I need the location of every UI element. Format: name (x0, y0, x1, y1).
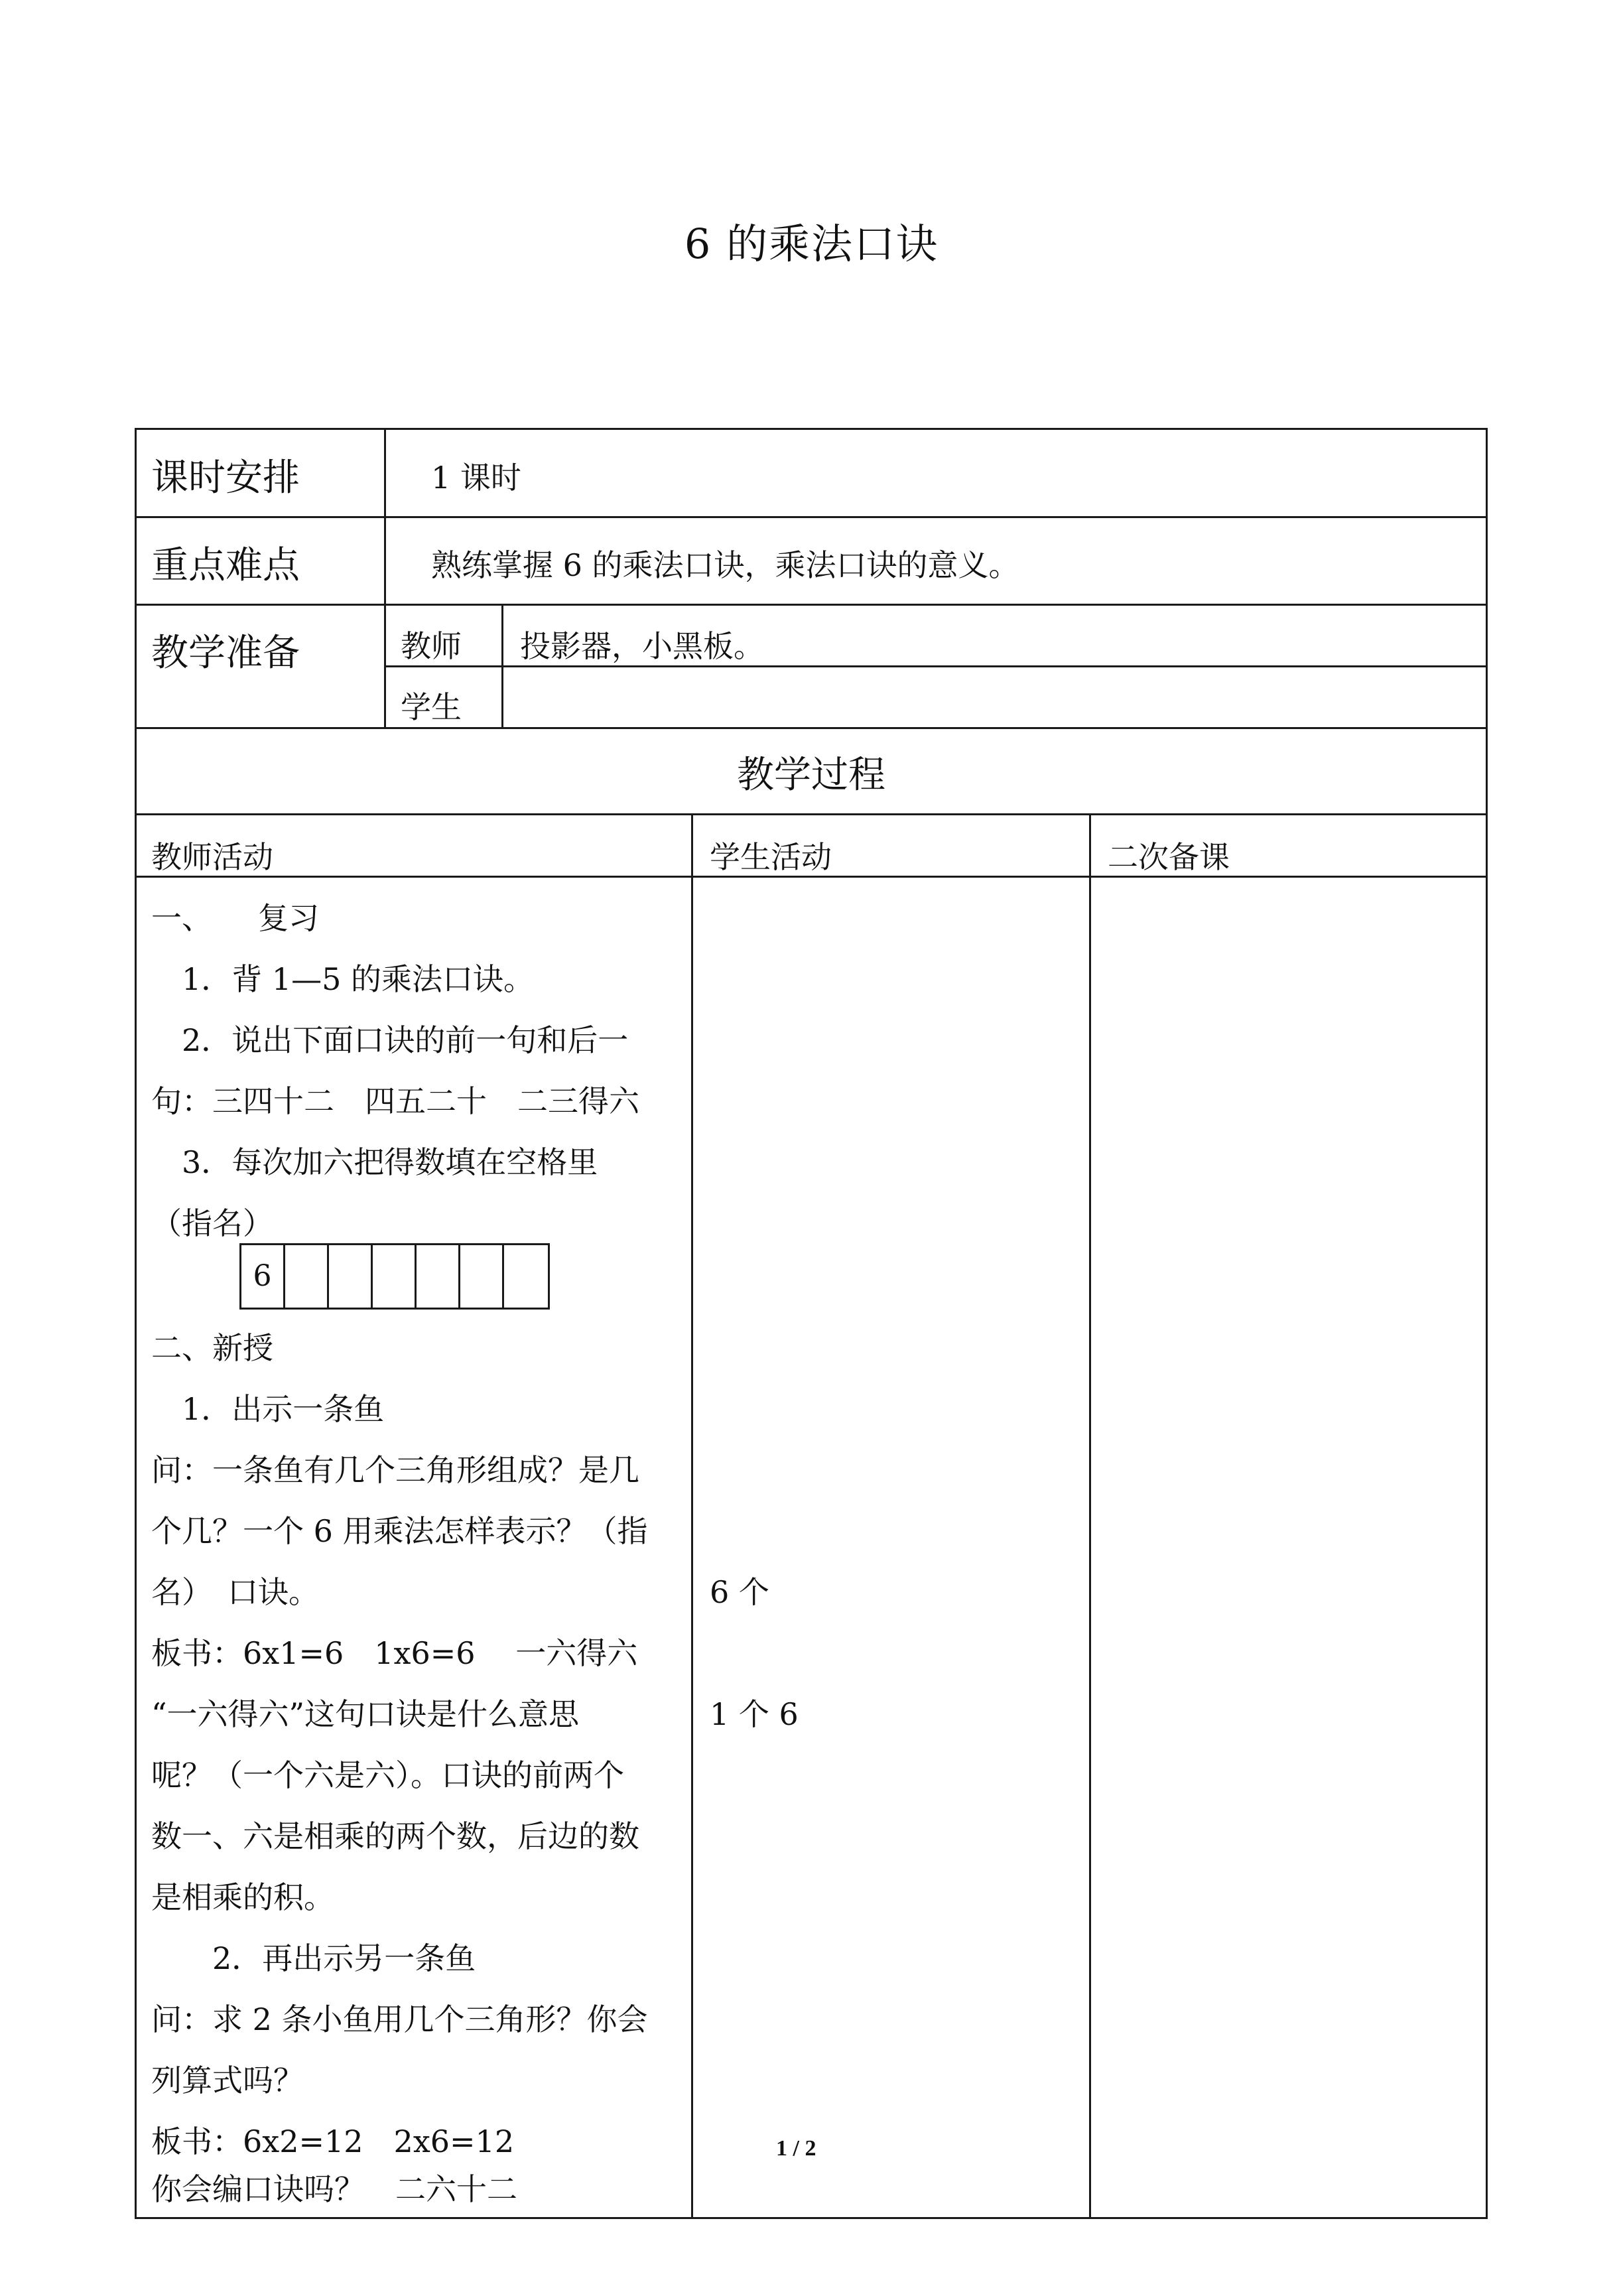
row-divider (137, 727, 1486, 729)
page-title: 6 的乘法口诀 (684, 220, 939, 268)
teacher-line: 问：一条鱼有几个三角形组成？是几 (151, 1452, 639, 1488)
grid-cell: 6 (241, 1245, 285, 1308)
schedule-value: 1 课时 (431, 460, 521, 496)
schedule-label: 课时安排 (151, 456, 300, 500)
key-points-label: 重点难点 (151, 544, 300, 587)
grid-cell (460, 1245, 504, 1308)
grid-cell (504, 1245, 548, 1308)
column-header-student: 学生活动 (710, 839, 832, 875)
teacher-line: 名） 口诀。 (151, 1574, 319, 1610)
teacher-line: 3．每次加六把得数填在空格里 (151, 1144, 598, 1180)
key-points-value: 熟练掌握 6 的乘法口诀，乘法口诀的意义。 (431, 547, 1019, 583)
preparation-label: 教学准备 (151, 632, 300, 675)
column-divider (1089, 813, 1091, 2217)
page-number: 1 / 2 (776, 2136, 816, 2161)
teacher-line: 句：三四十二 四五二十 二三得六 (151, 1083, 639, 1119)
lesson-table (135, 428, 1488, 2219)
teacher-line: 板书：6x2=12 2x6=12 (151, 2124, 515, 2159)
teacher-line: （指名） (151, 1205, 273, 1241)
grid-cell (329, 1245, 373, 1308)
row-divider (137, 813, 1486, 815)
prep-student-label: 学生 (401, 689, 462, 725)
column-divider (384, 430, 386, 727)
teacher-line: 是相乘的积。 (151, 1879, 334, 1915)
teacher-line: 个几？一个 6 用乘法怎样表示？（指 (151, 1513, 648, 1549)
grid-cell (417, 1245, 460, 1308)
teacher-line: 列算式吗？ (151, 2062, 304, 2098)
process-heading: 教学过程 (737, 754, 885, 797)
grid-cell (285, 1245, 329, 1308)
teacher-line: 你会编口诀吗？ 二六十二 (151, 2171, 517, 2207)
teacher-line: 问：求 2 条小鱼用几个三角形？你会 (151, 2001, 648, 2037)
teacher-line: 板书：6x1=6 1x6=6 一六得六 (151, 1635, 638, 1671)
prep-teacher-value: 投影器，小黑板。 (520, 628, 764, 664)
teacher-line: 数一、六是相乘的两个数，后边的数 (151, 1818, 639, 1854)
column-divider (691, 813, 693, 2217)
teacher-line: 1．背 1—5 的乘法口诀。 (151, 961, 535, 997)
row-divider (137, 604, 1486, 606)
column-divider (501, 604, 503, 727)
student-note: 1 个 6 (710, 1696, 799, 1732)
prep-teacher-label: 教师 (401, 628, 462, 664)
teacher-line: 1．出示一条鱼 (151, 1391, 385, 1427)
column-header-teacher: 教师活动 (151, 839, 273, 875)
teacher-line: “一六得六”这句口诀是什么意思 (151, 1696, 580, 1732)
teacher-line: 呢？（一个六是六）。口诀的前两个 (151, 1757, 624, 1793)
teacher-line: 2．说出下面口诀的前一句和后一 (151, 1022, 629, 1058)
row-divider (137, 516, 1486, 518)
teacher-line: 2．再出示另一条鱼 (151, 1940, 476, 1976)
column-header-second: 二次备课 (1108, 839, 1230, 875)
student-note: 6 个 (710, 1574, 769, 1610)
grid-cell (373, 1245, 417, 1308)
number-fill-grid (239, 1243, 550, 1310)
teacher-line: 一、 复习 (151, 900, 319, 936)
teacher-line: 二、新授 (151, 1330, 273, 1366)
